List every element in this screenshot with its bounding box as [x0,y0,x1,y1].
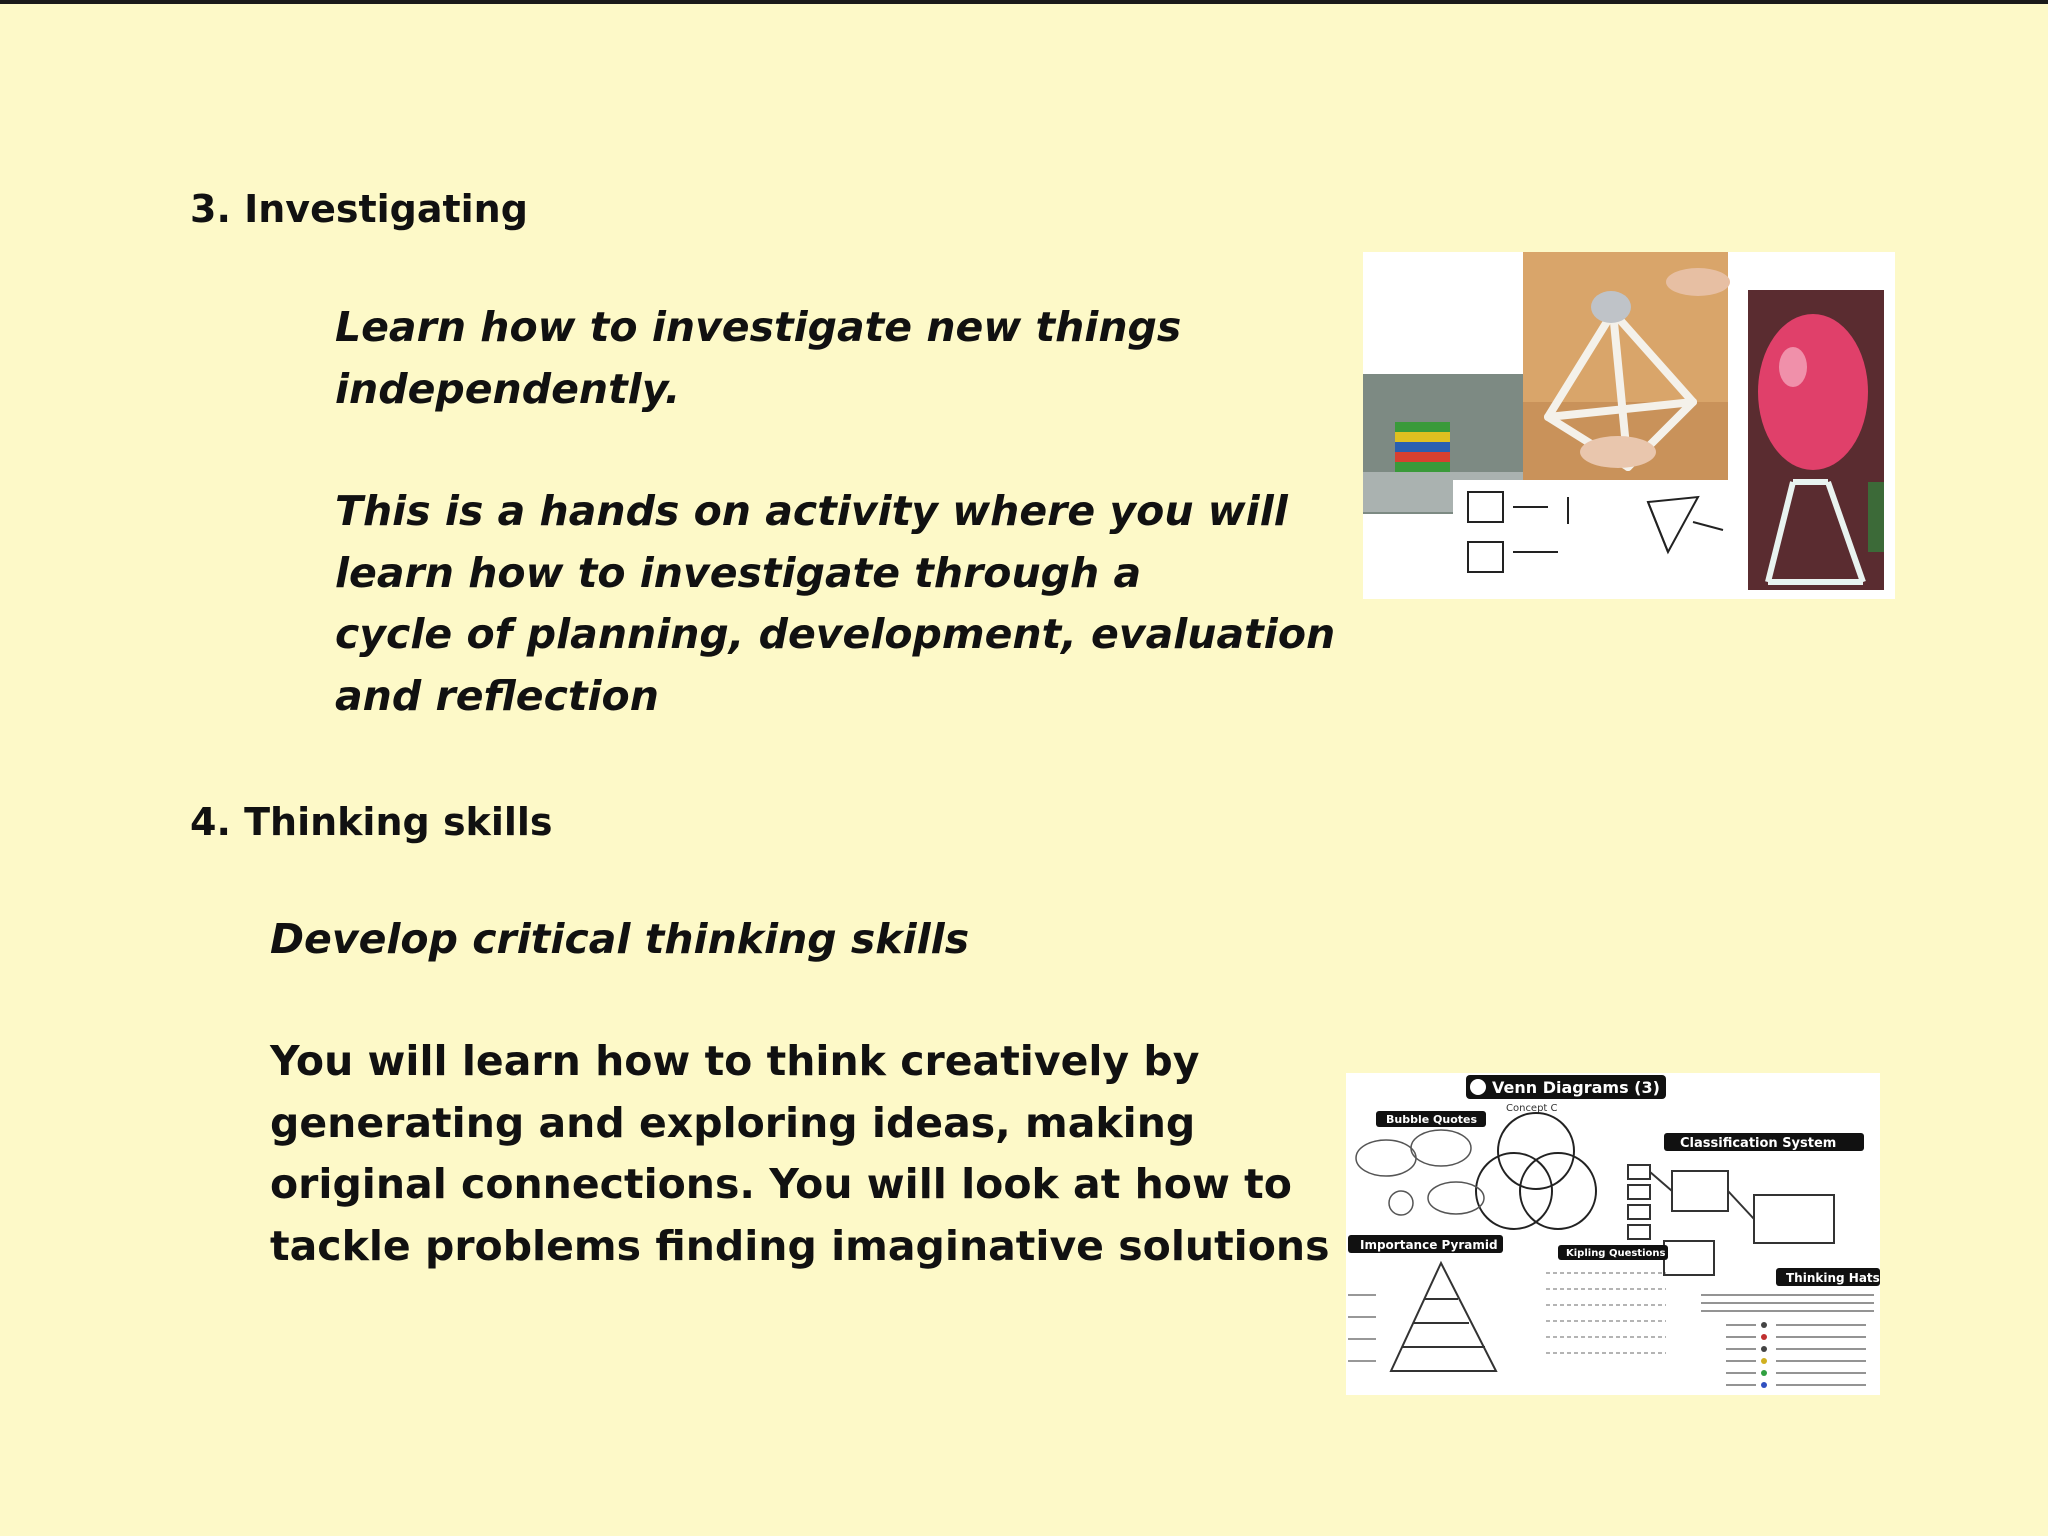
section-3-body-line-2: learn how to investigate through a [335,549,1142,597]
section-4-body-line-2: generating and exploring ideas, making [270,1099,1196,1147]
section-3-intro-line-1: Learn how to investigate new things [335,303,1182,351]
section-3-body-line-3: cycle of planning, development, evaluation [335,610,1336,658]
classification-label: Classification System [1680,1136,1837,1151]
pyramid-label: Importance Pyramid [1360,1238,1498,1252]
thinking-hats-label: Thinking Hats [1786,1271,1880,1285]
section-3-intro-line-2: independently. [335,365,681,413]
balloon-icon [1758,314,1868,470]
section-4-body-line-4: tackle problems finding imaginative solutions [270,1222,1330,1270]
venn-diagram-icon [1476,1113,1596,1229]
importance-pyramid-icon [1391,1263,1496,1371]
thinking-hats-icon [1701,1295,1874,1385]
bubble-quotes-label: Bubble Quotes [1386,1113,1478,1126]
section-3-heading: 3. Investigating [190,187,528,231]
thinking-tools-diagram [1346,1073,1880,1395]
investigation-photo-collage [1363,252,1895,599]
kipling-questions-icon [1546,1273,1666,1353]
section-4-body-line-3: original connections. You will look at how to [270,1160,1292,1208]
stacked-blocks-icon [1395,422,1450,472]
kipling-label: Kipling Questions [1566,1248,1666,1259]
concept-label: Concept C [1506,1103,1558,1114]
section-4-heading: 4. Thinking skills [190,800,553,844]
section-3-body-line-4: and reflection [335,672,659,720]
section-3-body-line-1: This is a hands on activity where you will [335,487,1288,535]
top-border [0,0,2048,4]
venn-title: Venn Diagrams (3) [1492,1078,1660,1097]
section-4-intro-line: Develop critical thinking skills [270,915,970,963]
bubble-quotes-icon [1356,1130,1484,1215]
section-4-body-line-1: You will learn how to think creatively by [270,1037,1200,1085]
